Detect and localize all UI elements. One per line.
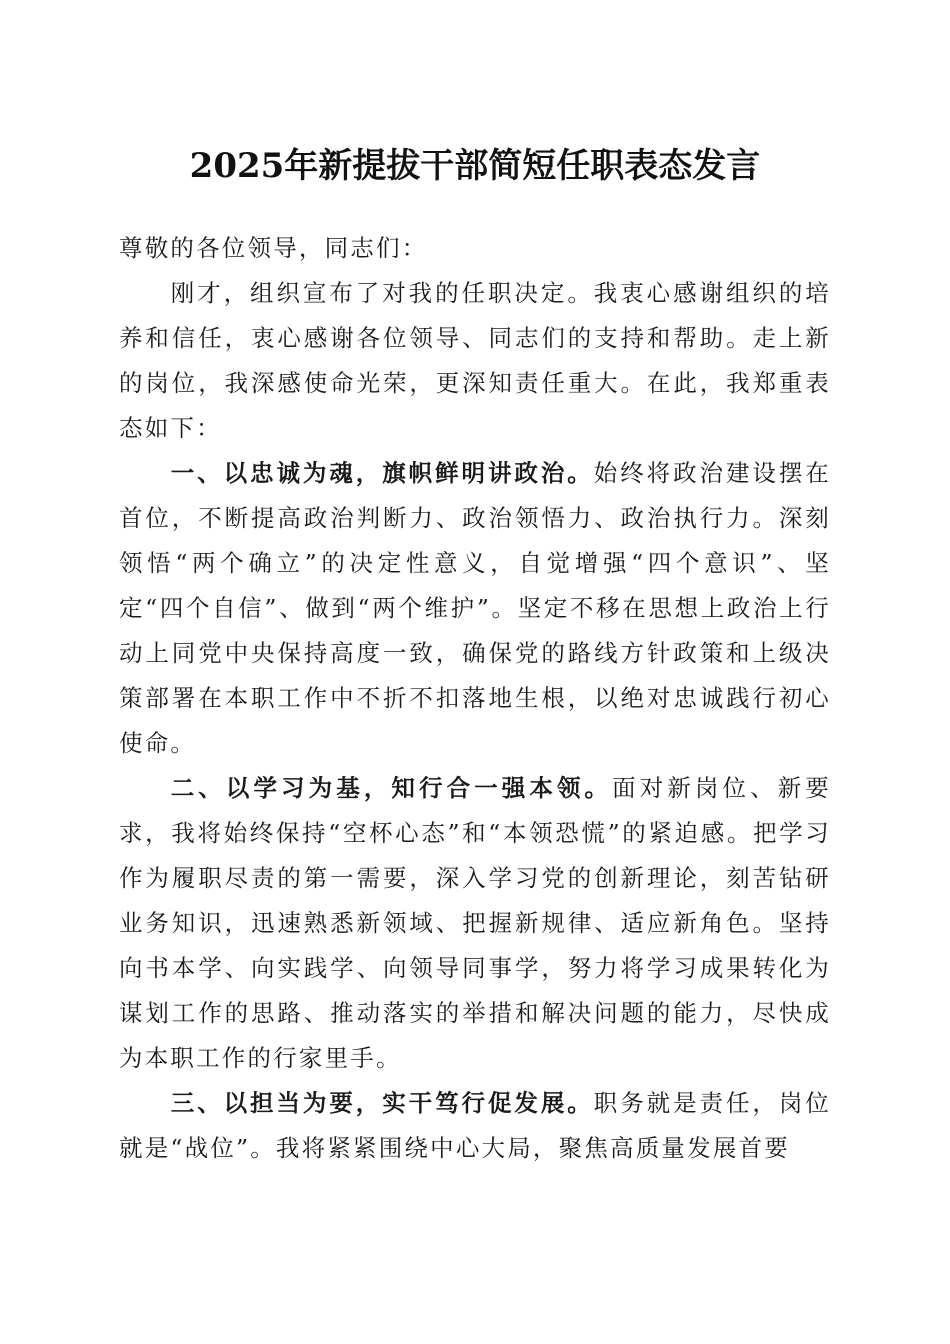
point-heading-2: 二、以学习为基，知行合一强本领。 [170, 774, 613, 802]
intro-paragraph: 刚才，组织宣布了对我的任职决定。我衷心感谢组织的培养和信任，衷心感谢各位领导、同志们的支持和帮助。走上新的岗位，我深感使命光荣，更深知责任重大。在此，我郑重表态如下： [119, 279, 831, 442]
point-paragraph-1 [119, 451, 831, 766]
document-body [119, 226, 831, 1171]
point-heading-3: 三、以担当为要，实干笃行促发展。 [170, 1089, 594, 1117]
salutation: 尊敬的各位领导，同志们： [119, 234, 428, 262]
document-title: 2025年新提拔干部简短任职表态发言 [189, 146, 761, 186]
point-text-1: 始终将政治建设摆在首位，不断提高政治判断力、政治领悟力、政治执行力。深刻领悟“两个确立”的决定性意义，自觉增强“四个意识”、坚定“四个自信”、做到“两个维护”。坚定不移在思想上政治上行动上同党中央保持高度一致，确保党的路线方针政策和上级决策部署在本职工作中不折不扣落地生根，以绝对忠诚践行初心使命。 [119, 459, 831, 757]
point-text-2: 面对新岗位、新要求，我将始终保持“空杯心态”和“本领恐慌”的紧迫感。把学习作为履职尽责的第一需要，深入学习党的创新理论，刻苦钻研业务知识，迅速熟悉新领域、把握新规律、适应新角色。坚持向书本学、向实践学、向领导同事学，努力将学习成果转化为谋划工作的思路、推动落实的举措和解决问题的能力，尽快成为本职工作的行家里手。 [119, 774, 831, 1072]
point-paragraph-3 [119, 1081, 831, 1171]
point-text-3: 职务就是责任，岗位就是“战位”。我将紧紧围绕中心大局，聚焦高质量发展首要 [119, 1089, 831, 1162]
point-paragraph-2 [119, 766, 831, 1081]
point-heading-1: 一、以忠诚为魂，旗帜鲜明讲政治。 [170, 459, 594, 487]
